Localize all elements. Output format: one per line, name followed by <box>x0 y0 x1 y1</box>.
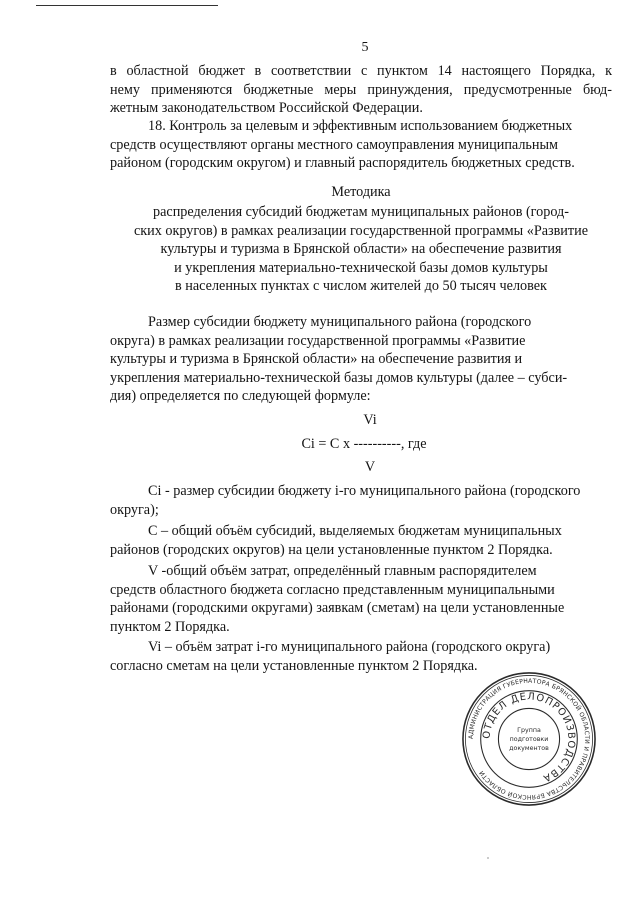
text-line: дия) определяется по следующей формуле: <box>110 388 371 405</box>
formula-denominator: V <box>364 459 376 475</box>
title-line: в населенных пунктах с числом жителей до 50 тысяч человек <box>175 278 547 295</box>
stamp-center-line: подготовки <box>509 735 549 743</box>
text-line: культуры и туризма в Брянской области» на обеспечение развития и <box>110 351 523 368</box>
text-line: округа) в рамках реализации государственной программы «Развитие <box>110 332 526 349</box>
text-line: районов (городских округов) на цели установленные пунктом 2 Порядка. <box>110 541 553 558</box>
text-line: Ci - размер субсидии бюджету i-го муниципального района (городского <box>148 483 581 499</box>
definition-v <box>110 562 612 636</box>
methodology-title <box>100 203 622 296</box>
methodology-intro <box>110 313 612 406</box>
top-rule <box>36 5 218 6</box>
title-line: и укрепления материально-технической базы домов культуры <box>174 259 548 276</box>
stamp-middle-text: ОТДЕЛ ДЕЛОПРОИЗВОДСТВА <box>481 691 577 784</box>
stamp-center-line: Группа <box>517 727 541 735</box>
text-line: районом (городским округом) и главный распорядитель бюджетных средств. <box>110 155 575 172</box>
scan-speck <box>487 857 489 859</box>
text-line: средств областного бюджета согласно представленным муниципальными <box>110 581 555 598</box>
definition-ci <box>110 482 612 519</box>
stamp-outer-text: АДМИНИСТРАЦИЯ ГУБЕРНАТОРА БРЯНСКОЙ ОБЛАСТИ И ПРАВИТЕЛЬСТВА БРЯНСКОЙ ОБЛАСТИ <box>467 677 591 801</box>
methodology-heading: Методика <box>331 184 391 200</box>
continuation-paragraph <box>110 62 612 118</box>
text-line: жетным законодательством Российской Федерации. <box>110 100 423 117</box>
formula-main: Ci = C x ----------, где <box>301 436 427 452</box>
title-line: культуры и туризма в Брянской области» на обеспечение развития <box>160 241 562 258</box>
formula-numerator: Vi <box>363 412 377 428</box>
text-line: нему применяются бюджетные меры принуждения, предусмотренные бюд- <box>110 81 612 98</box>
text-line: V -общий объём затрат, определённый главным распорядителем <box>148 563 537 579</box>
text-line: районами (городскими округами) заявкам (сметам) на цели установленные <box>110 600 565 617</box>
page-number: 5 <box>361 40 369 55</box>
text-line: средств осуществляют органы местного самоуправления муниципальным <box>110 136 558 153</box>
stamp-seal-icon <box>460 670 598 808</box>
clause-18 <box>110 117 612 173</box>
official-stamp <box>460 670 598 808</box>
text-line: укрепления материально-технической базы домов культуры (далее – субси- <box>110 369 568 386</box>
text-line: округа); <box>110 501 159 518</box>
title-line: ских округов) в рамках реализации государственной программы «Развитие <box>133 222 588 239</box>
text-line: 18. Контроль за целевым и эффективным использованием бюджетных <box>148 118 573 134</box>
text-line: пунктом 2 Порядка. <box>110 618 230 635</box>
text-line: Размер субсидии бюджету муниципального района (городского <box>148 314 532 330</box>
definition-c <box>110 522 612 559</box>
stamp-center-line: документов <box>509 744 549 752</box>
title-line: распределения субсидий бюджетам муниципальных районов (город- <box>153 204 569 220</box>
text-line: С – общий объём субсидий, выделяемых бюджетам муниципальных <box>148 523 562 539</box>
text-line: в областной бюджет в соответствии с пунктом 14 настоящего Порядка, к <box>110 63 612 79</box>
text-line: Vi – объём затрат i-го муниципального района (городского округа) <box>148 639 551 655</box>
text-line: согласно сметам на цели установленные пунктом 2 Порядка. <box>110 657 478 674</box>
